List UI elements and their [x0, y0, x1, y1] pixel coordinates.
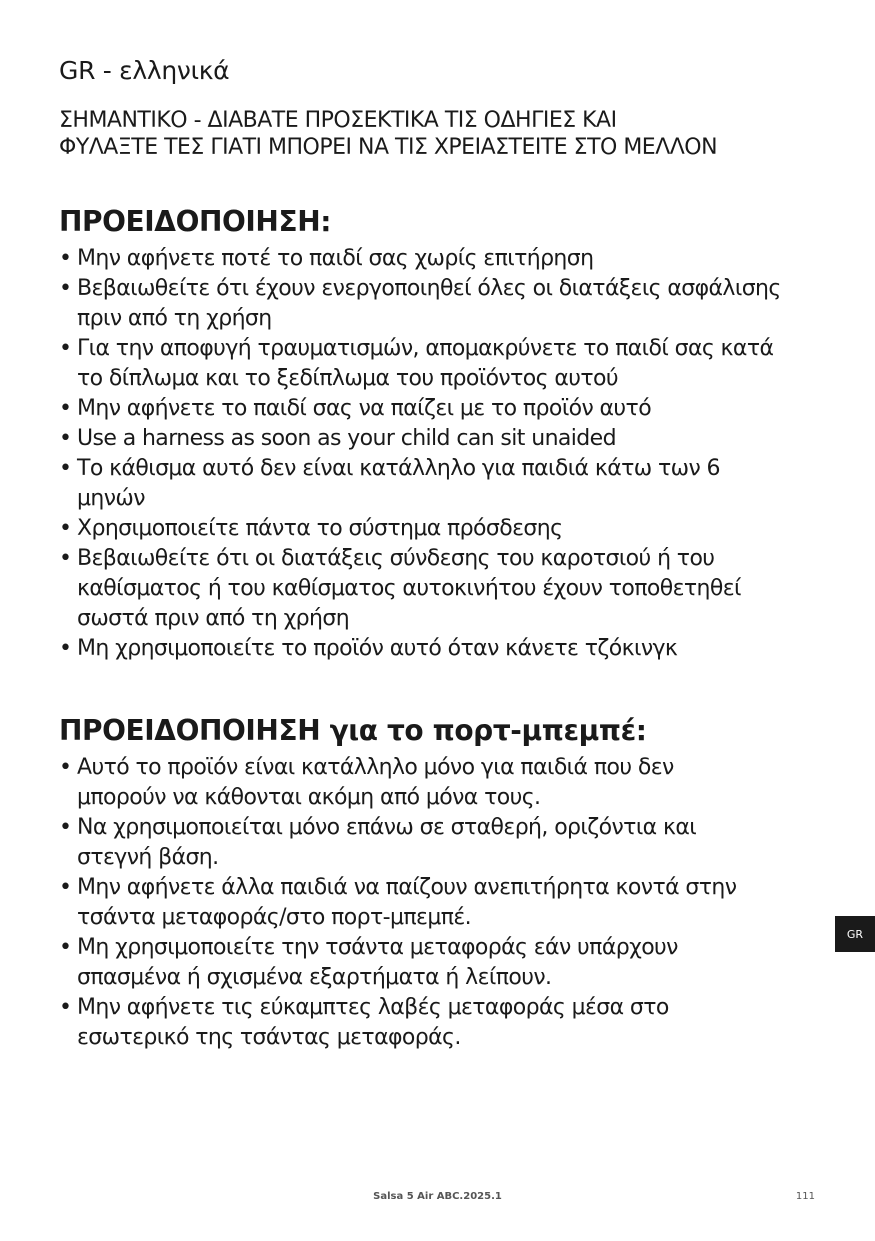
bullet-icon: •: [59, 815, 72, 840]
bullet-icon: •: [59, 396, 72, 421]
list-item-line: Βεβαιωθείτε ότι οι διατάξεις σύνδεσης του καροτσιού ή του: [77, 546, 715, 571]
list-item-line: Αυτό το προϊόν είναι κατάλληλο μόνο για παιδιά που δεν: [77, 755, 674, 780]
list-item-line: τσάντα μεταφοράς/στο πορτ-μπεμπέ.: [77, 905, 472, 930]
list-item-line: Μην αφήνετε το παιδί σας να παίζει με το προϊόν αυτό: [77, 396, 652, 421]
bullet-icon: •: [59, 276, 72, 301]
page-number: 111: [795, 1191, 815, 1202]
list-item-line: Βεβαιωθείτε ότι έχουν ενεργοποιηθεί όλες οι διατάξεις ασφάλισης: [77, 276, 781, 301]
list-item-line: Να χρησιμοποιείται μόνο επάνω σε σταθερή, οριζόντια και: [77, 815, 697, 840]
list-item: [59, 544, 839, 634]
list-item: [59, 334, 839, 394]
list-item-line: Μη χρησιμοποιείτε την τσάντα μεταφοράς εάν υπάρχουν: [77, 935, 678, 960]
bullet-icon: •: [59, 875, 72, 900]
list-item-line: Χρησιμοποιείτε πάντα το σύστημα πρόσδεσης: [77, 516, 563, 541]
list-item: [59, 244, 839, 274]
list-item-line: Μη χρησιμοποιείτε το προϊόν αυτό όταν κάνετε τζόκινγκ: [77, 636, 678, 661]
bullet-icon: •: [59, 636, 72, 661]
list-item: [59, 424, 839, 454]
list-item: [59, 454, 839, 514]
list-item-line: σωστά πριν από τη χρήση: [77, 606, 350, 631]
list-item-line: Μην αφήνετε άλλα παιδιά να παίζουν ανεπιτήρητα κοντά στην: [77, 875, 737, 900]
list-item-line: σπασμένα ή σχισμένα εξαρτήματα ή λείπουν.: [77, 965, 552, 990]
list-item-line: Για την αποφυγή τραυματισμών, απομακρύνετε το παιδί σας κατά: [77, 336, 774, 361]
important-notice: [59, 107, 849, 161]
list-item-line: καθίσματος ή του καθίσματος αυτοκινήτου έχουν τοποθετηθεί: [77, 576, 741, 601]
list-item-line: το δίπλωμα και το ξεδίπλωμα του προϊόντος αυτού: [77, 366, 618, 391]
list-item: [59, 394, 839, 424]
bullet-icon: •: [59, 995, 72, 1020]
carrycot-warning-title: ΠΡΟΕΙΔΟΠΟΙΗΣΗ για το πορτ-μπεμπέ:: [59, 714, 647, 747]
bullet-icon: •: [59, 935, 72, 960]
footer-product-title: Salsa 5 Air ABC.2025.1: [373, 1191, 502, 1202]
list-item-line: Το κάθισμα αυτό δεν είναι κατάλληλο για παιδιά κάτω των 6: [77, 456, 720, 481]
carrycot-warning-section: [59, 713, 839, 1053]
important-notice-line: ΦΥΛΑΞΤΕ ΤΕΣ ΓΙΑΤΙ ΜΠΟΡΕΙ ΝΑ ΤΙΣ ΧΡΕΙΑΣΤΕΙΤΕ ΣΤΟ ΜΕΛΛΟΝ: [59, 135, 718, 160]
list-item: [59, 634, 839, 664]
list-item: [59, 933, 839, 993]
bullet-icon: •: [59, 516, 72, 541]
list-item: [59, 514, 839, 544]
list-item: [59, 813, 839, 873]
important-notice-line: ΣΗΜΑΝΤΙΚΟ - ΔΙΑΒΑΤΕ ΠΡΟΣΕΚΤΙΚΑ ΤΙΣ ΟΔΗΓΙΕΣ ΚΑΙ: [59, 108, 617, 133]
list-item: [59, 753, 839, 813]
bullet-icon: •: [59, 246, 72, 271]
list-item-line: πριν από τη χρήση: [77, 306, 272, 331]
bullet-icon: •: [59, 426, 72, 451]
warning-title: ΠΡΟΕΙΔΟΠΟΙΗΣΗ:: [59, 205, 332, 238]
language-title: GR - ελληνικά: [59, 56, 230, 85]
list-item: [59, 873, 839, 933]
list-item-line: μπορούν να κάθονται ακόμη από μόνα τους.: [77, 785, 541, 810]
list-item-line: Μην αφήνετε ποτέ το παιδί σας χωρίς επιτήρηση: [77, 246, 594, 271]
list-item-line: μηνών: [77, 486, 145, 511]
warning-section: [59, 204, 839, 664]
bullet-icon: •: [59, 336, 72, 361]
list-item: [59, 993, 839, 1053]
bullet-icon: •: [59, 456, 72, 481]
language-side-tab: GR: [835, 916, 875, 952]
list-item: [59, 274, 839, 334]
bullet-icon: •: [59, 755, 72, 780]
bullet-icon: •: [59, 546, 72, 571]
list-item-line: Μην αφήνετε τις εύκαμπτες λαβές μεταφοράς μέσα στο: [77, 995, 669, 1020]
warning-list: [59, 244, 839, 664]
list-item-line: Use a harness as soon as your child can sit unaided: [77, 426, 616, 451]
list-item-line: εσωτερικό της τσάντας μεταφοράς.: [77, 1025, 461, 1050]
carrycot-warning-list: [59, 753, 839, 1053]
list-item-line: στεγνή βάση.: [77, 845, 219, 870]
